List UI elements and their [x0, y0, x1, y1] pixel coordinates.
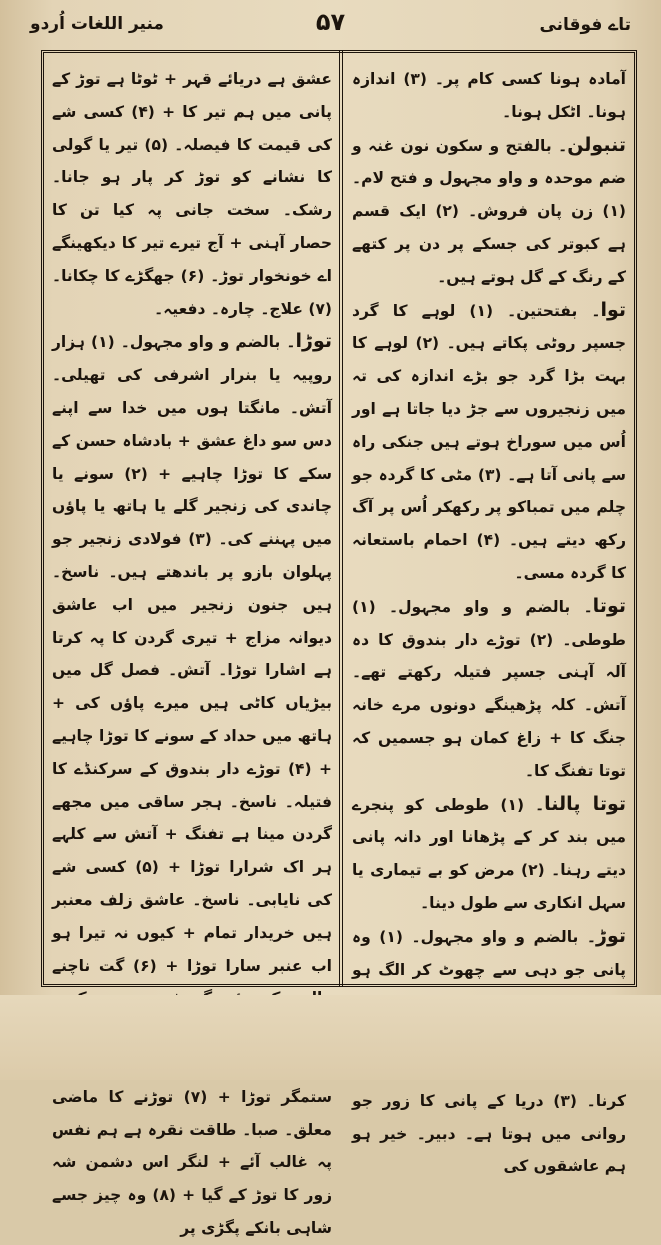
page-header [30, 8, 631, 46]
entry-text: ۔ بالضم و واو مجہول۔ (۱) ہزار روپیہ یا بنرار اشرفی کی تھیلی۔ آتش۔ مانگتا ہوں میں خدا سے اپنے دس سو داغ عشق + بادشاہ حسن کے سکے کا توڑا چاہیے + (۲) سونے یا چاندی کی زنجیر گلے یا ہاتھ یا پاؤں میں پہننے کی۔ (۳) فولادی زنجیر جو پہلوان بازو پر باندھتے ہیں۔ ناسخ۔ ہیں جنون زنجیر میں اب عاشق دیوانہ مزاج + تیری گردن کا پہ کرتا ہے اشارا توڑا۔ آتش۔ فصل گل میں بیڑیاں کاٹی ہیں میرے پاؤں کی + ہاتھ میں حداد کے سونے کا توڑا چاہیے + (۴) توڑے دار بندوق کے سرکنڈے کا فتیلہ۔ ناسخ۔ ہجر ساقی میں مجھے گردن مینا ہے تفنگ + آتش سے کلہے ہر اک شرارا توڑا + (۵) کسی شے کی نایابی۔ ناسخ۔ عاشق زلف معنبر ہیں خریدار تمام + کیوں نہ تیرا ہو اب عنبر سارا توڑا + (۶) گت ناچنے ستمگر توڑا + (۷) توڑنے کا ماضی معلق۔ صبا۔ طاقت نقرہ ہے ہم نفس پہ غالب آئے + لنگر اس دشمن شہ زور کا توڑ کے گیا + (۸) وہ چیز جسے شاہی بانکے پگڑی پر [52, 333, 333, 1237]
column-divider [339, 50, 343, 987]
entry-headword: توڑ [596, 924, 626, 947]
left-column [52, 62, 333, 1237]
running-head-right: تاے فوقانی [539, 15, 631, 35]
running-head-left: منیر اللغات اُردو [30, 14, 164, 34]
entry-text: ۔ بالفتح و سکون نون غنہ و ضم موحدہ و واو مجہول و فتح لام۔ (۱) زن پان فروش۔ (۲) ایک قسم ہے کبوتر کی جسکے پر دن پر کتھے کے رنگ کے گل ہوتے ہیں۔ [352, 136, 626, 286]
entry [352, 590, 626, 788]
entry-text: ۔ بالضم و واو مجہول۔ (۱) وہ پانی جو دہی سے چھوٹ کر الگ ہو کرنا۔ (۳) دریا کے پانی کا زور جو روانی میں ہوتا ہے۔ دبیر۔ خیر ہو ہم عاشقوں کی [352, 927, 627, 1176]
entry [352, 294, 626, 590]
entry-headword: توتا [592, 594, 626, 617]
entry [352, 129, 626, 294]
entry [52, 325, 332, 1244]
entry-text: عشق ہے دریائے قہر + ٹوٹا ہے توڑ کے پانی میں ہم تیر کا + (۴) کسی شے کی قیمت کا فیصلہ۔ (۵) تیر یا گولی کا نشانے کو توڑ کر پار ہو جانا۔ رشک۔ سخت جانی پہ کیا تن کا حصار آہنی + آج تیرے تیر کا دیکھینگے اے خونخوار توڑ۔ (۶) جھگڑے کا چکانا۔ (۷) علاج۔ چارہ۔ دفعیہ۔ [52, 70, 333, 318]
entry-text: آمادہ ہونا کسی کام پر۔ (۳) اندازہ ہونا۔ اٹکل ہونا۔ [352, 70, 626, 121]
entry-text: ۔ بفتحتین۔ (۱) لوہے کا گرد جسپر روٹی پکاتے ہیں۔ (۲) لوہے کا بہت بڑا گرد جو بڑے اندازہ کی تہ میں زنجیروں سے جڑ دیا جاتا ہے اور اُس میں سوراخ ہوتے ہیں جنکی راہ سے پانی آتا ہے۔ (۳) مٹی کا گردہ جو چلم میں تمباکو پر رکھکر اُس پر آگ رکھ دیتے ہیں۔ (۴) احمام باستعانہ کا گردہ مسی۔ [352, 301, 626, 582]
entry-text: ۔ بالضم و واو مجہول۔ (۱) طوطی۔ (۲) توڑے دار بندوق کا دہ آلہ آہنی جسپر فتیلہ رکھتے تھے۔ آتش۔ کلہ پڑھینگے دونوں مرے خانہ جنگ کا + زاغ کمان ہو جسمیں کہ توتا تفنگ کا۔ [352, 597, 626, 780]
entry-headword: تنبولن [567, 133, 626, 156]
page-bottom-margin [0, 995, 661, 1080]
entry [352, 788, 626, 920]
entry-headword: توا [600, 298, 627, 321]
entry [352, 62, 626, 129]
entry-headword: توڑا [295, 330, 332, 353]
entry-headword: توتا پالنا [544, 792, 626, 815]
right-column [352, 62, 627, 1176]
entry-text: ۔ (۱) طوطی کو پنجرے میں بند کر کے پڑھانا اور دانہ پانی دیتے رہنا۔ (۲) مرض کو بے تیماری یا سہل انکاری سے طول دینا۔ [352, 795, 626, 912]
entry [52, 62, 332, 325]
page-number: ۵۷ [315, 8, 346, 36]
